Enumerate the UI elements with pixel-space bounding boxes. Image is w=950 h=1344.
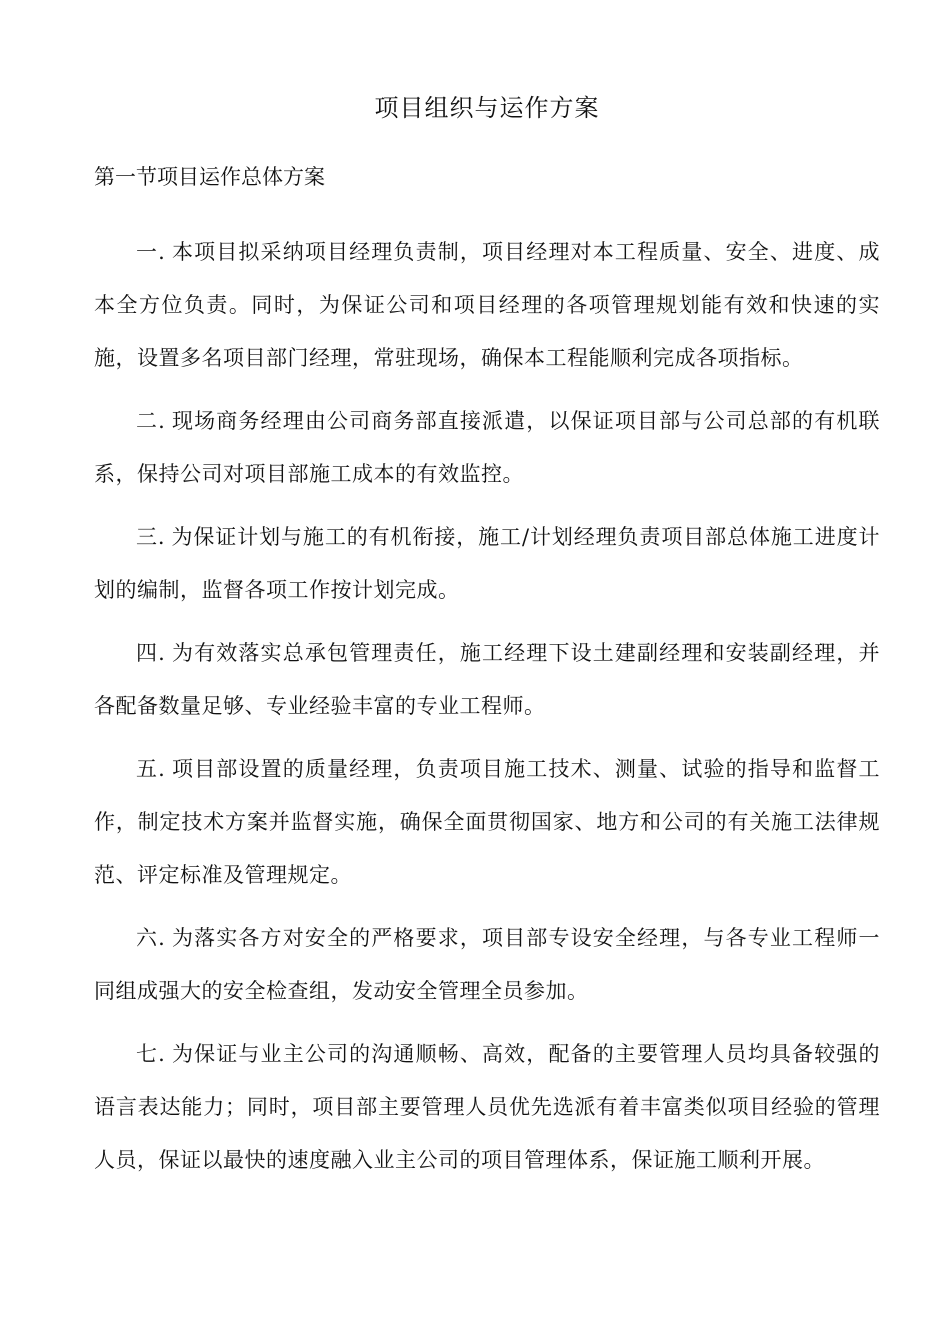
item-number: 二. <box>136 409 166 433</box>
item-text: 为保证计划与施工的有机衔接，施工/计划经理负责项目部总体施工进度计划的编制，监督各项工作按计划完成。 <box>94 525 880 602</box>
document-title: 项目组织与运作方案 <box>374 94 600 122</box>
item-text: 项目部设置的质量经理，负责项目施工技术、测量、试验的指导和监督工作，制定技术方案并监督实施，确保全面贯彻国家、地方和公司的有关施工法律规范、评定标准及管理规定。 <box>94 757 880 887</box>
list-item <box>94 627 880 733</box>
item-number: 四. <box>136 641 166 665</box>
section-heading: 第一节项目运作总体方案 <box>94 165 325 189</box>
item-text: 为保证与业主公司的沟通顺畅、高效，配备的主要管理人员均具备较强的语言表达能力；同时，项目部主要管理人员优先选派有着丰富类似项目经验的管理人员，保证以最快的速度融入业主公司的项目管理体系，保证施工顺利开展。 <box>94 1042 880 1172</box>
list-item <box>94 743 880 902</box>
item-number: 一. <box>136 240 166 264</box>
list-item <box>94 226 880 385</box>
item-number: 六. <box>136 926 166 950</box>
item-number: 七. <box>136 1042 166 1066</box>
list-item <box>94 511 880 617</box>
item-number: 五. <box>136 757 166 781</box>
list-item <box>94 395 880 501</box>
item-text: 现场商务经理由公司商务部直接派遣，以保证项目部与公司总部的有机联系，保持公司对项目部施工成本的有效监控。 <box>94 409 880 486</box>
item-text: 本项目拟采纳项目经理负责制，项目经理对本工程质量、安全、进度、成本全方位负责。同时，为保证公司和项目经理的各项管理规划能有效和快速的实施，设置多名项目部门经理，常驻现场，确保本工程能顺利完成各项指标。 <box>94 240 880 370</box>
item-number: 三. <box>136 525 166 549</box>
item-list <box>94 226 880 1187</box>
item-text: 为有效落实总承包管理责任，施工经理下设土建副经理和安装副经理，并各配备数量足够、专业经验丰富的专业工程师。 <box>94 641 880 718</box>
list-item <box>94 1028 880 1187</box>
item-text: 为落实各方对安全的严格要求，项目部专设安全经理，与各专业工程师一同组成强大的安全检查组，发动安全管理全员参加。 <box>94 926 880 1003</box>
list-item <box>94 912 880 1018</box>
